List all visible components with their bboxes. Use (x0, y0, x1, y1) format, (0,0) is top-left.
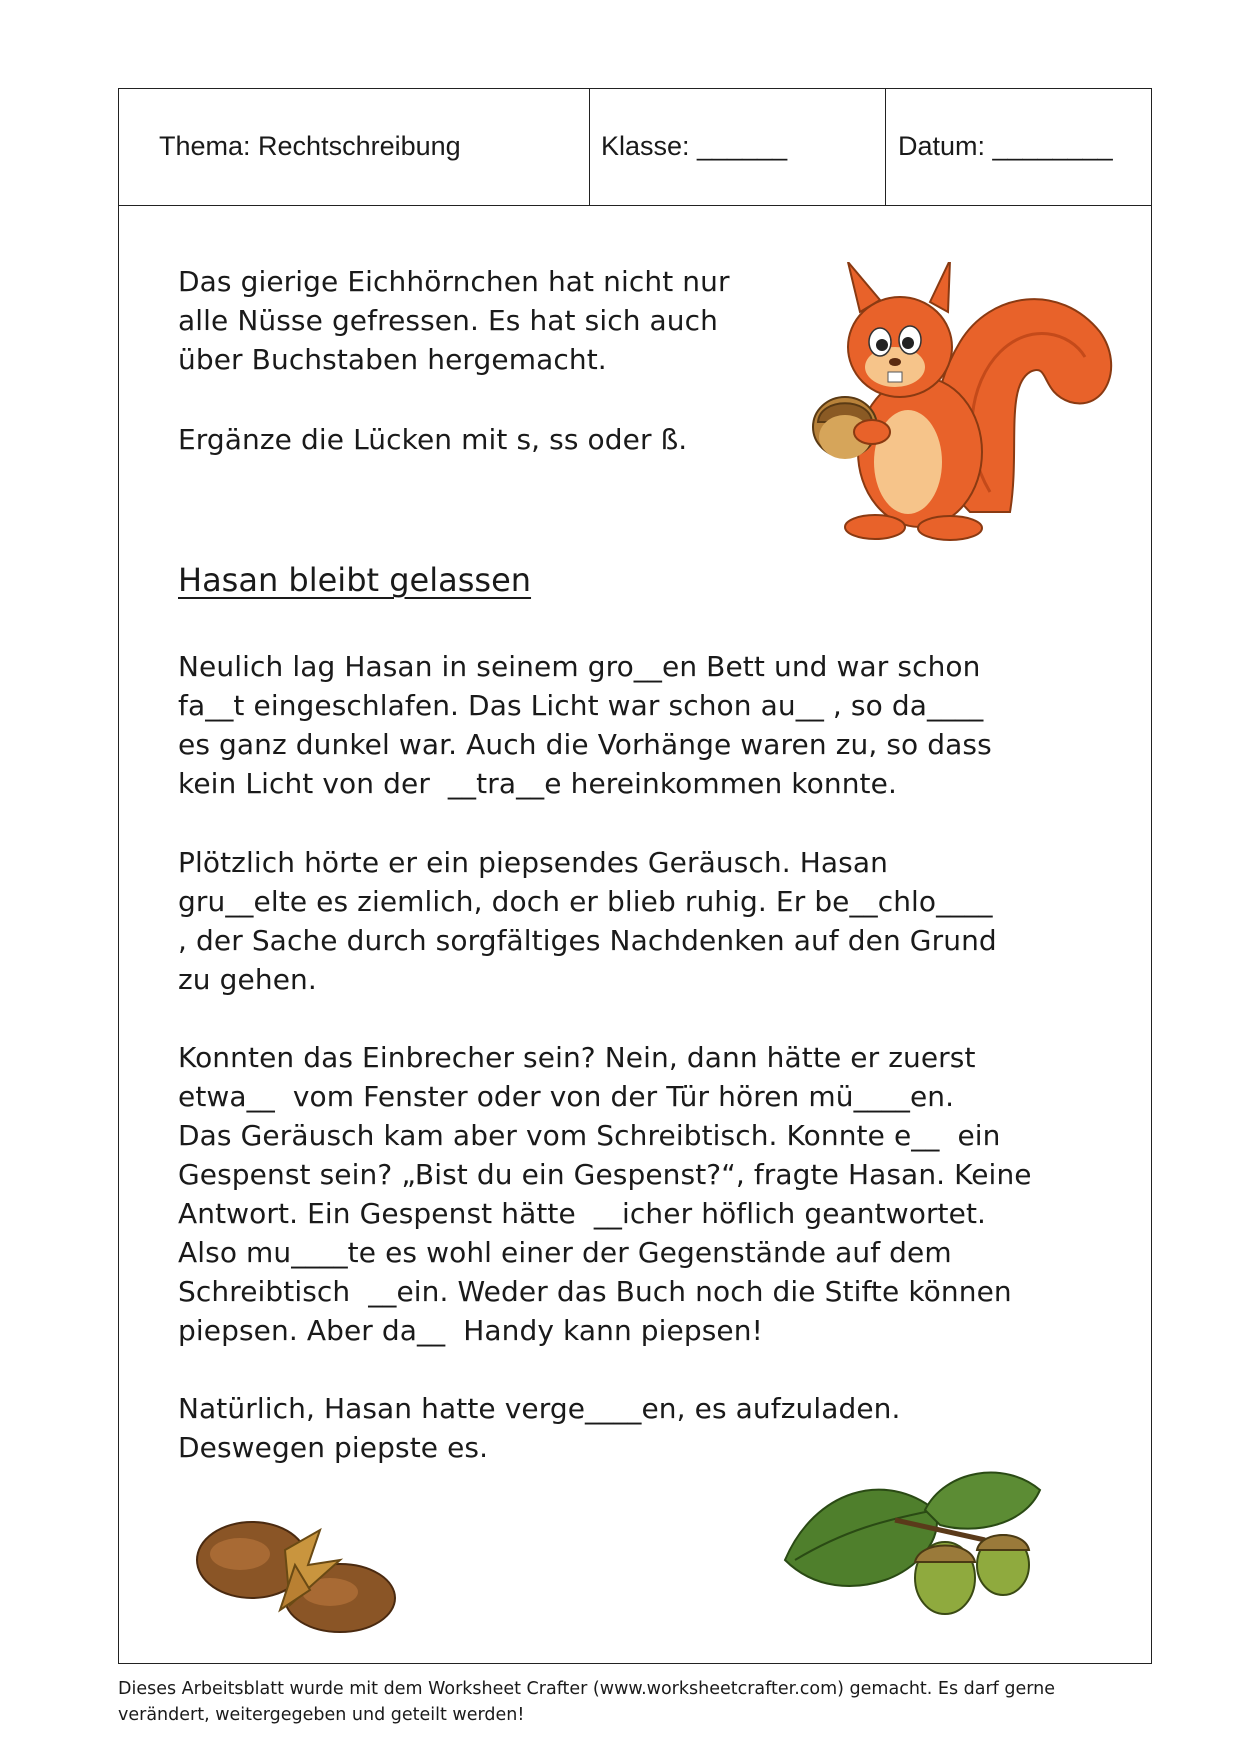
date-field: Datum: ________ (898, 131, 1113, 161)
class-field: Klasse: ______ (601, 131, 788, 161)
story-paragraph-1: Neulich lag Hasan in seinem gro__en Bett und war schon fa__t eingeschlafen. Das Licht war schon au__ , so da____ es ganz dunkel war. Auch die Vorhänge waren zu, so dass kein Licht von der __tra__e hereinkommen konnte. (178, 650, 992, 800)
intro-text: Das gierige Eichhörnchen hat nicht nur alle Nüsse gefressen. Es hat sich auch über Buchstaben hergemacht. (178, 265, 730, 376)
hazelnuts-illustration (190, 1510, 405, 1640)
oak-branch-illustration (775, 1450, 1075, 1650)
story-paragraph-3: Konnten das Einbrecher sein? Nein, dann hätte er zuerst etwa__ vom Fenster oder von der Tür hören mü____en. Das Geräusch kam aber vom Schreibtisch. Konnte e__ ein Gespenst sein? „Bist du ein Gespenst?“, fragte Hasan. Keine Antwort. Ein Gespenst hätte __icher höflich geantwortet. Also mu____te es wohl einer der Gegenstände auf dem Schreibtisch __ein. Weder das Buch noch die Stifte können piepsen. Aber da__ Handy kann piepsen! (178, 1041, 1032, 1347)
instruction-text: Ergänze die Lücken mit s, ss oder ß. (178, 423, 688, 456)
story-paragraph-2: Plötzlich hörte er ein piepsendes Geräusch. Hasan gru__elte es ziemlich, doch er blieb ruhig. Er be__chlo____ , der Sache durch sorgfältiges Nachdenken auf den Grund zu gehen. (178, 846, 997, 996)
date-cell (886, 89, 1151, 205)
footer-note: Dieses Arbeitsblatt wurde mit dem Worksheet Crafter (www.worksheetcrafter.com) gemacht. Es darf gerne verändert, weitergegeben und geteilt werden! (118, 1679, 1056, 1725)
story-paragraph-4: Natürlich, Hasan hatte verge____en, es aufzuladen. Deswegen piepste es. (178, 1392, 901, 1464)
topic-cell (119, 89, 590, 205)
class-cell (590, 89, 886, 205)
worksheet-header (119, 89, 1151, 206)
topic-label: Thema: Rechtschreibung (159, 131, 461, 161)
squirrel-illustration (800, 262, 1120, 558)
story-title: Hasan bleibt gelassen (178, 561, 532, 599)
